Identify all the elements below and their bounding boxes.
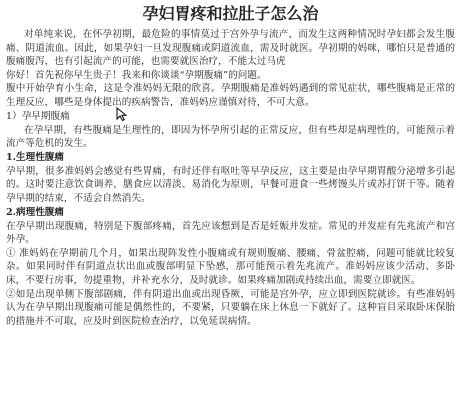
subsection-paragraph-pathological: 在孕早期出现腹痛，特别是下腹部疼痛，首先应该想到是否是妊娠并发症。常见的并发症有先兆流产和宫外孕。 xyxy=(6,220,455,246)
list-item-ectopic-pregnancy: ②如是出现单侧下腹部剧痛，伴有阴道出血或出现昏厥，可能是宫外孕，应立即到医院就诊。有些准妈妈认为在孕早期出现腹痛可能是偶然性的，不要紧，只要躺在床上休息一下就好了。这种盲目采取卧床保胎的措施并不可取，应及时到医院检查治疗，以免延误病情。 xyxy=(6,288,455,327)
subsection-paragraph-physiological: 孕早期，很多准妈妈会感觉有些胃痛，有时还伴有呕吐等早孕反应，这主要是由孕早期胃酸分泌增多引起的。这时要注意饮食调养，膳食应以清淡、易消化为原则，早餐可进食一些烤馒头片或苏打饼干等。随着孕早期的结束，不适会自然消失。 xyxy=(6,165,455,204)
subsection-heading-physiological: 1.生理性腹痛 xyxy=(6,151,64,163)
section-paragraph-early-pregnancy: 在孕早期，有些腹痛是生理性的，即因为怀孕所引起的正常反应，但有些却是病理性的，可能预示着流产等危机的发生。 xyxy=(6,124,455,150)
section-heading-early-pregnancy: 1）孕早期腹痛 xyxy=(6,110,70,122)
mouse-pointer-icon xyxy=(116,107,128,121)
intro-paragraph: 对单纯来说，在怀孕初期，最危险的事情莫过于宫外孕与流产，而发生这两种情况时孕妇都会发生腹痛、阴道流血。因此，如果孕妇一旦发现腹痛或阴道流血，需及时就医。孕初期的妈咪，哪怕只是普通的腹痛腹泻，也有引起流产的可能，也需要就医治疗，不能太过马虎 xyxy=(6,29,455,68)
overview-paragraph: 腹中开始孕育小生命，这是令准妈妈无限的欣喜。孕期腹痛是准妈妈遇到的常见症状，哪些腹痛是正常的生理反应，哪些是身体提出的疾病警告，准妈妈应谨慎对待，不可大意。 xyxy=(6,83,455,108)
list-item-threatened-miscarriage: ① 准妈妈在孕期前几个月，如果出现阵发性小腹痛或有规则腹痛、腰痛、骨盆腔痛，问题可能就比较复杂。如果同时伴有阴道点状出血或腹部明显下坠感，那可能预示着先兆流产。准妈妈应该少活动、多卧床，不要行房事，勿提重物，并补充水分，及时就诊。如果疼痛加剧或持续出血，需要立即就医。 xyxy=(6,247,455,286)
subsection-heading-pathological: 2.病理性腹痛 xyxy=(6,206,64,218)
document-title: 孕妇胃疼和拉肚子怎么治 xyxy=(142,4,319,23)
greeting-paragraph: 你好！首先祝你早生贵子！我来和你谈谈“孕期腹痛”的问题。 xyxy=(6,69,267,81)
